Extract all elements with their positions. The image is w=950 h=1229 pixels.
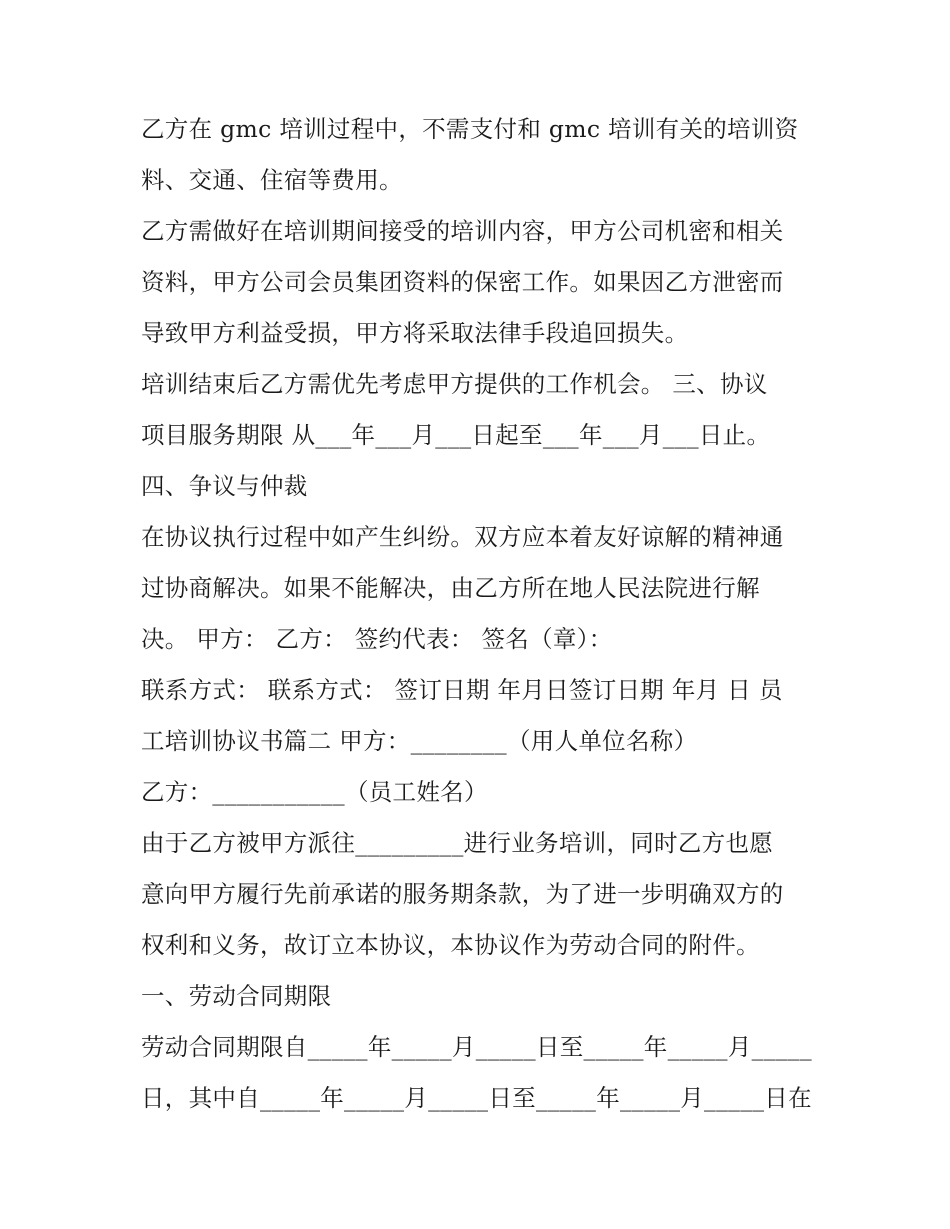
signature-line: 决。 甲方： 乙方： 签约代表： 签名（章）： bbox=[141, 625, 613, 653]
text-line: 乙方需做好在培训期间接受的培训内容，甲方公司机密和相关 bbox=[141, 217, 784, 245]
text-line: 由于乙方被甲方派往_________进行业务培训，同时乙方也愿 bbox=[141, 829, 774, 857]
text-line: 乙方在 gmc 培训过程中，不需支付和 gmc 培训有关的培训资 bbox=[141, 115, 799, 143]
text-line: 劳动合同期限自_____年_____月_____日至_____年_____月_____ bbox=[141, 1033, 812, 1061]
text-line: 意向甲方履行先前承诺的服务期条款，为了进一步明确双方的 bbox=[141, 880, 784, 908]
section-heading: 四、争议与仲裁 bbox=[141, 472, 308, 500]
section-heading: 一、劳动合同期限 bbox=[141, 982, 332, 1010]
text-line: 日，其中自_____年_____月_____日至_____年_____月_____日在 bbox=[141, 1084, 812, 1112]
text-line: 乙方：___________（员工姓名） bbox=[141, 778, 488, 806]
text-line: 过协商解决。如果不能解决，由乙方所在地人民法院进行解 bbox=[141, 574, 760, 602]
text-line: 料、交通、住宿等费用。 bbox=[141, 166, 403, 194]
text-line: 资料，甲方公司会员集团资料的保密工作。如果因乙方泄密而 bbox=[141, 268, 784, 296]
text-line: 权利和义务，故订立本协议，本协议作为劳动合同的附件。 bbox=[141, 931, 760, 959]
text-line: 导致甲方利益受损，甲方将采取法律手段追回损失。 bbox=[141, 319, 689, 347]
text-line: 项目服务期限 从___年___月___日起至___年___月___日止。 bbox=[141, 421, 771, 449]
text-line: 在协议执行过程中如产生纠纷。双方应本着友好谅解的精神通 bbox=[141, 523, 784, 551]
contact-line: 联系方式： 联系方式： 签订日期 年月日签订日期 年月 日 员 bbox=[141, 676, 783, 704]
document-body bbox=[141, 104, 831, 1124]
text-line: 培训结束后乙方需优先考虑甲方提供的工作机会。 三、协议 bbox=[141, 370, 768, 398]
text-line: 工培训协议书篇二 甲方：________（用人单位名称） bbox=[141, 727, 698, 755]
